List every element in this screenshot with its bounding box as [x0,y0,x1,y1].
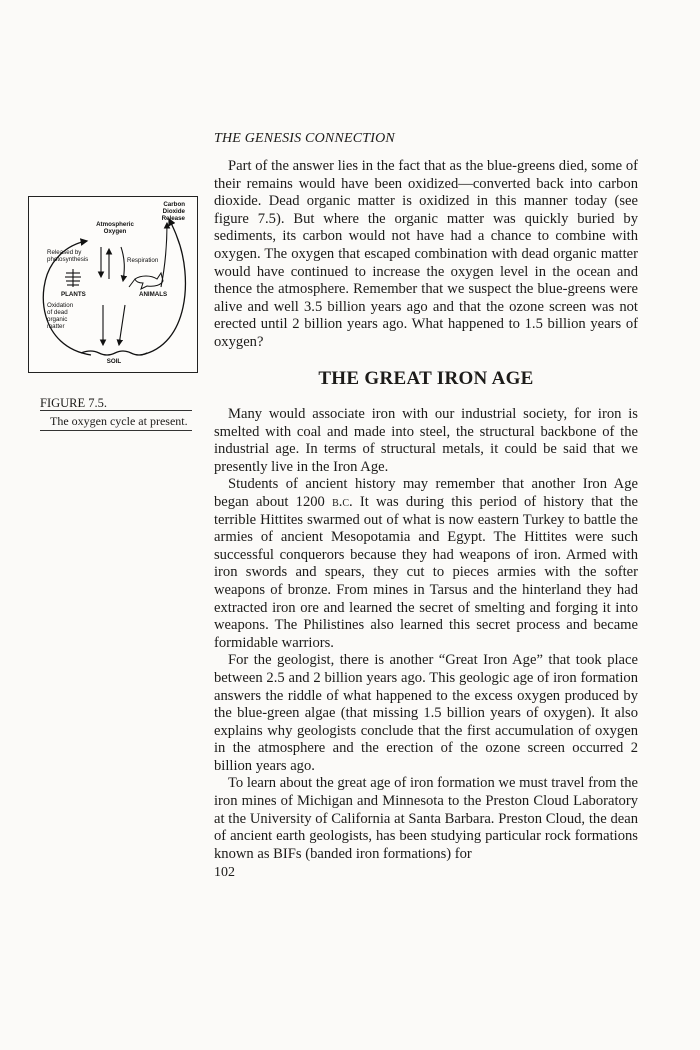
era-abbreviation: b.c. [332,493,353,510]
paragraph-4: To learn about the great age of iron formation we must travel from the iron mines of Michigan and Minnesota to the Preston Cloud Laboratory at the University of California at Santa Barbara. Preston Cloud, the dean of ancient earth geologists, has been studying particular rock formations known as BIFs (banded iron formations) for [214,775,638,862]
respiration-arrow [121,247,124,281]
released-by-photosynthesis-label: Released by photosynthesis [47,249,89,263]
paragraph-3: For the geologist, there is another “Great Iron Age” that took place between 2.5 and 2 billion years ago. This geologic age of iron formation answers the riddle of what happened to the excess oxygen produced by the blue-green algae (that missing 1.5 billion years of oxygen). It also explains why geologists conclude that the first accumulation of oxygen in the atmosphere and the erection of the ozone screen occurred 2 billion years ago. [214,652,638,774]
paragraph-1: Many would associate iron with our industrial society, for iron is smelted with coal and made into steel, the structural backbone of the industrial age. In terms of structural metals, it could be said that we presently live in the Iron Age. [214,406,638,475]
running-head: THE GENESIS CONNECTION [214,131,395,146]
atmospheric-oxygen-label: Atmospheric Oxygen [96,221,134,235]
animals-label: ANIMALS [139,291,168,298]
carbon-dioxide-release-label: Carbon Dioxide Release [161,201,185,222]
soil-label: SOIL [106,358,122,365]
figure-number: FIGURE 7.5. [40,396,108,410]
section-title: THE GREAT IRON AGE [318,368,534,389]
fox-icon [129,273,163,289]
figure-caption: The oxygen cycle at present. [50,414,188,428]
section-text-block [214,406,638,863]
intro-paragraph: Part of the answer lies in the fact that as the blue-greens died, some of their remains would have been oxidized—converted back into carbon dioxide. Dead organic matter is oxidized in this manner today (see figure 7.5). But where the organic matter was quickly buried by sediments, its carbon would not have had a chance to combine with oxygen. The oxygen that escaped combination with dead organic matter would have continued to increase the oxygen level in the ocean and thence the atmosphere. Remember that we suspect the blue-greens were alive and well 3.5 billion years ago and that the ozone screen was not erected until 2 billion years ago. What happened to 1.5 billion years of oxygen? [214,158,638,350]
right-cycle-arrow [141,219,185,355]
oxygen-cycle-diagram [28,196,198,373]
paragraph-2: Students of ancient history may remember that another Iron Age began about 1200 b.c. It was during this period of history that the terrible Hittites swarmed out of what is now eastern Turkey to battle the armies of ancient Mesopotamia and Egypt. The Hittites were such successful conquerors because they had weapons of iron. Armed with iron swords and spears, they cut to pieces armies with the softer weapons of bronze. From mines in Tarsus and the hinterland they had extracted iron ore and learned the secret of smelting and forging it into weapons. The Philistines also learned this secret process and became formidable warriors. [214,476,638,651]
animals-to-soil-arrow [119,305,125,345]
plants-label: PLANTS [61,291,86,298]
page-number: 102 [214,865,235,880]
intro-text-block [214,158,638,352]
plant-icon [65,269,81,287]
caption-rule-bottom [40,430,192,431]
respiration-label: Respiration [127,257,159,264]
caption-rule-top [40,410,192,411]
oxidation-label: Oxidation of dead organic matter [47,302,74,330]
